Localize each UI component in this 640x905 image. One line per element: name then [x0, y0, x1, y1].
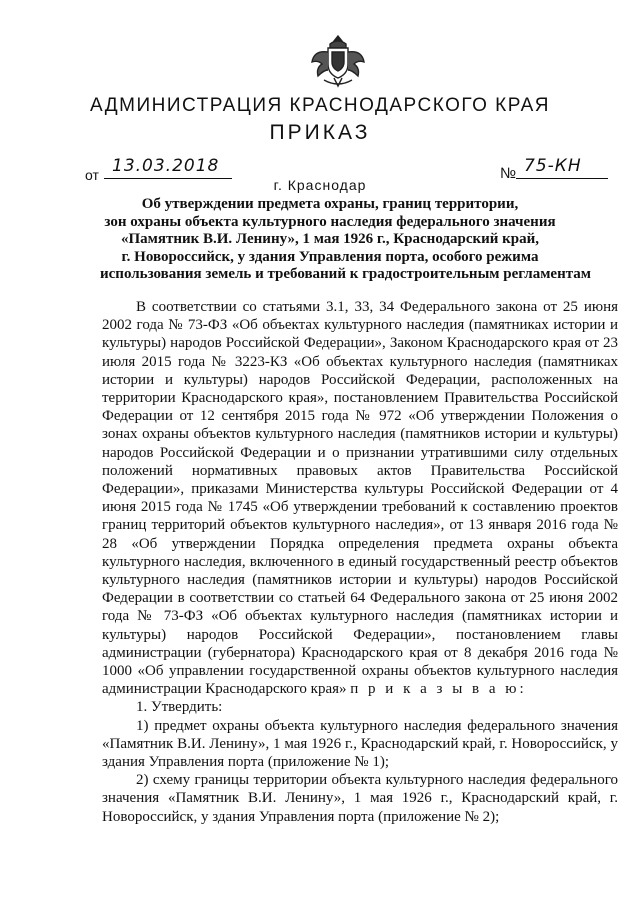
- item-1-2: 2) схему границы территории объекта культурного наследия федерального значения «Памятник В.И. Ленину», 1 мая 1926 г., Краснодарский край, г. Новороссийск, у здания Управления порта (приложение № 2);: [102, 772, 618, 825]
- document-body: [102, 298, 618, 826]
- item-1: 1. Утвердить:: [136, 699, 223, 716]
- date-label: от: [85, 167, 99, 183]
- title-line: Об утверждении предмета охраны, границ территории,: [141, 196, 519, 212]
- order-word: п р и к а з ы в а ю:: [350, 681, 527, 698]
- organization-name: АДМИНИСТРАЦИЯ КРАСНОДАРСКОГО КРАЯ: [89, 95, 551, 116]
- city: г. Краснодар: [273, 177, 367, 193]
- title-line: зон охраны объекта культурного наследия федерального значения: [104, 213, 556, 230]
- title-line: использования земель и требований к градостроительным регламентам: [100, 266, 591, 282]
- title-line: г. Новороссийск, у здания Управления порта, особого режима: [121, 248, 539, 265]
- title-line: «Памятник В.И. Ленину», 1 мая 1926 г., Краснодарский край,: [120, 231, 540, 247]
- item-1-1: 1) предмет охраны объекта культурного наследия федерального значения «Памятник В.И. Ленину», 1 мая 1926 г., Краснодарский край, г. Новороссийск, у здания Управления порта (приложение № 1);: [102, 717, 618, 771]
- number-label: №: [500, 165, 517, 182]
- preamble-paragraph: [102, 298, 618, 698]
- document-type: ПРИКАЗ: [269, 121, 371, 144]
- document-title: [100, 196, 591, 284]
- coat-of-arms-icon: [308, 30, 368, 90]
- number-value: 75-КН: [524, 156, 582, 176]
- date-value: 13.03.2018: [112, 156, 220, 176]
- preamble-text: В соответствии со статьями 3.1, 33, 34 Федерального закона от 25 июня 2002 года № 73-ФЗ «Об объектах культурного наследия (памятниках истории и культуры) народов Российской Федерации», Законом Краснодарского края от 23 июля 2015 года № 3223-КЗ «Об объектах культурного наследия (памятниках истории и культуры) народов Российской Федерации, расположенных на территории Краснодарского края», постановлением Правительства Российской Федерации от 12 сентября 2015 года № 972 «Об утверждении Положения о зонах охраны объектов культурного наследия (памятников истории и культуры) народов Российской Федерации и о признании утратившими силу отдельных положений нормативных правовых актов Правительства Российской Федерации», приказами Министерства культуры Российской Федерации от 4 июня 2015 года № 1745 «Об утверждении требований к составлению проектов границ территорий объектов культурного наследия», от 13 января 2016 года № 28 «Об утверждении Порядка определения предмета охраны объекта культурного наследия, включенного в единый государственный реестр объектов культурного наследия (памятников истории и культуры) народов Российской Федерации в соответствии со статьей 64 Федерального закона от 25 июня 2002 года № 73-ФЗ «Об объектах культурного наследия (памятниках истории и культуры) народов Российской Федерации», постановлением главы администрации (губернатора) Краснодарского края от 8 декабря 2016 года № 1000 «Об управлении государственной охраны объектов культурного наследия администрации Краснодарского края»: [102, 299, 618, 698]
